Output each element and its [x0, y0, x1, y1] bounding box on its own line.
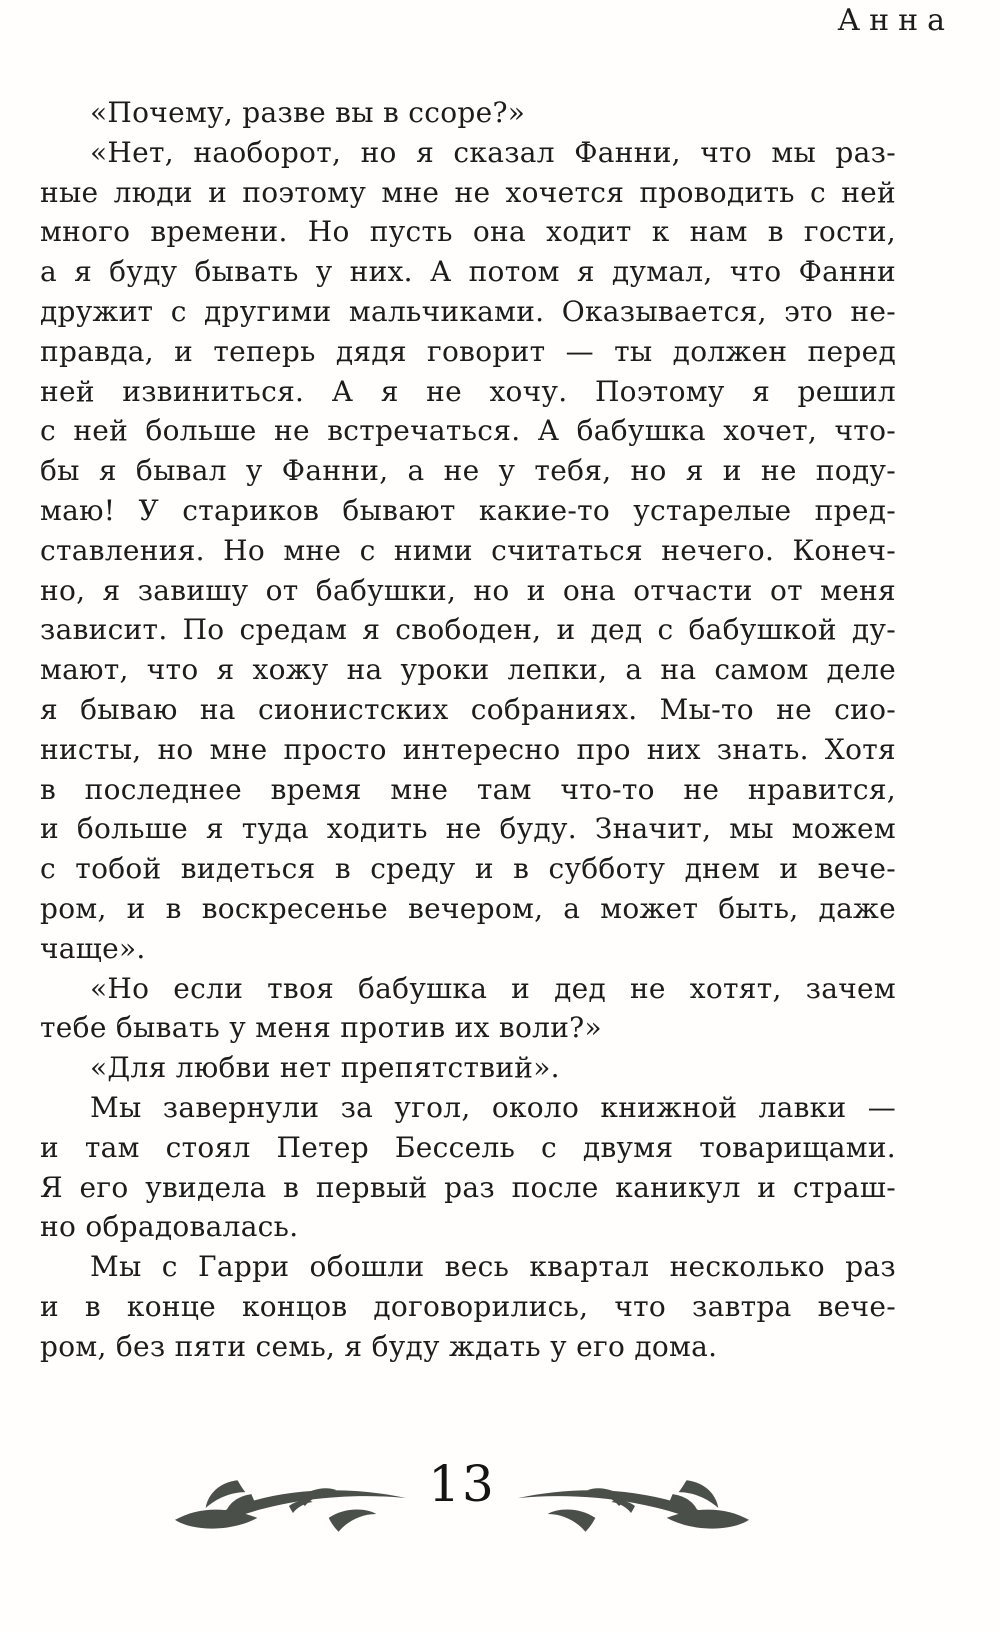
text-line: я бываю на сионистских собраниях. Мы-то не сио- — [40, 692, 896, 726]
text-line: тебе бывать у меня против их воли?» — [40, 1011, 602, 1045]
text-line: ставления. Но мне с ними считаться нечего. Конеч- — [40, 533, 896, 567]
text-line: ные люди и поэтому мне не хочется проводить с ней — [40, 175, 896, 209]
text-line: но обрадовалась. — [40, 1210, 299, 1244]
text-line: ней извиниться. А я не хочу. Поэтому я решил — [40, 374, 896, 408]
text-line: Мы с Гарри обошли весь квартал несколько раз — [90, 1250, 896, 1284]
text-line: и больше я туда ходить не буду. Значит, мы можем — [40, 812, 896, 846]
text-line: нисты, но мне просто интересно про них знать. Хотя — [40, 732, 896, 766]
text-line: но, я завишу от бабушки, но и она отчасти от меня — [40, 573, 896, 607]
text-line: маю! У стариков бывают какие-то устарелые пред- — [40, 493, 896, 527]
flourish-right-icon — [514, 1472, 752, 1542]
page-footer — [0, 1455, 962, 1542]
text-line: «Для любви нет препятствий». — [90, 1051, 560, 1085]
text-line: с тобой видеться в среду и в субботу днем и вече- — [40, 852, 896, 886]
text-line: много времени. Но пусть она ходит к нам в гости, — [40, 215, 896, 249]
text-block — [40, 93, 896, 1367]
text-line: с ней больше не встречаться. А бабушка хочет, что- — [40, 414, 896, 448]
page-number: 13 — [428, 1455, 496, 1513]
text-line: в последнее время мне там что-то не нравится, — [40, 772, 896, 806]
flourish-left-icon — [172, 1472, 410, 1542]
text-line: «Нет, наоборот, но я сказал Фанни, что мы раз- — [90, 135, 896, 169]
text-line: бы я бывал у Фанни, а не у тебя, но я и не поду- — [40, 454, 896, 488]
text-line: правда, и теперь дядя говорит — ты должен перед — [40, 334, 896, 368]
text-line: ром, без пяти семь, я буду ждать у его дома. — [40, 1329, 718, 1363]
text-line: Я его увидела в первый раз после каникул и страш- — [40, 1170, 896, 1204]
text-line: «Почему, разве вы в ссоре?» — [90, 96, 526, 129]
signature: Анна — [837, 3, 954, 38]
text-line: мают, что я хожу на уроки лепки, а на самом деле — [40, 653, 896, 687]
text-line: чаще». — [40, 931, 146, 965]
text-line: и в конце концов договорились, что завтра вече- — [40, 1289, 896, 1323]
text-line: а я буду бывать у них. А потом я думал, что Фанни — [40, 255, 896, 289]
text-line: дружит с другими мальчиками. Оказывается, это не- — [40, 294, 896, 328]
text-line: зависит. По средам я свободен, и дед с бабушкой ду- — [40, 613, 896, 647]
text-line: и там стоял Петер Бессель с двумя товарищами. — [40, 1130, 896, 1164]
text-line: «Но если твоя бабушка и дед не хотят, зачем — [90, 971, 896, 1005]
text-line: ром, и в воскресенье вечером, а может быть, даже — [40, 891, 896, 925]
text-line: Мы завернули за угол, около книжной лавки — — [90, 1090, 896, 1124]
